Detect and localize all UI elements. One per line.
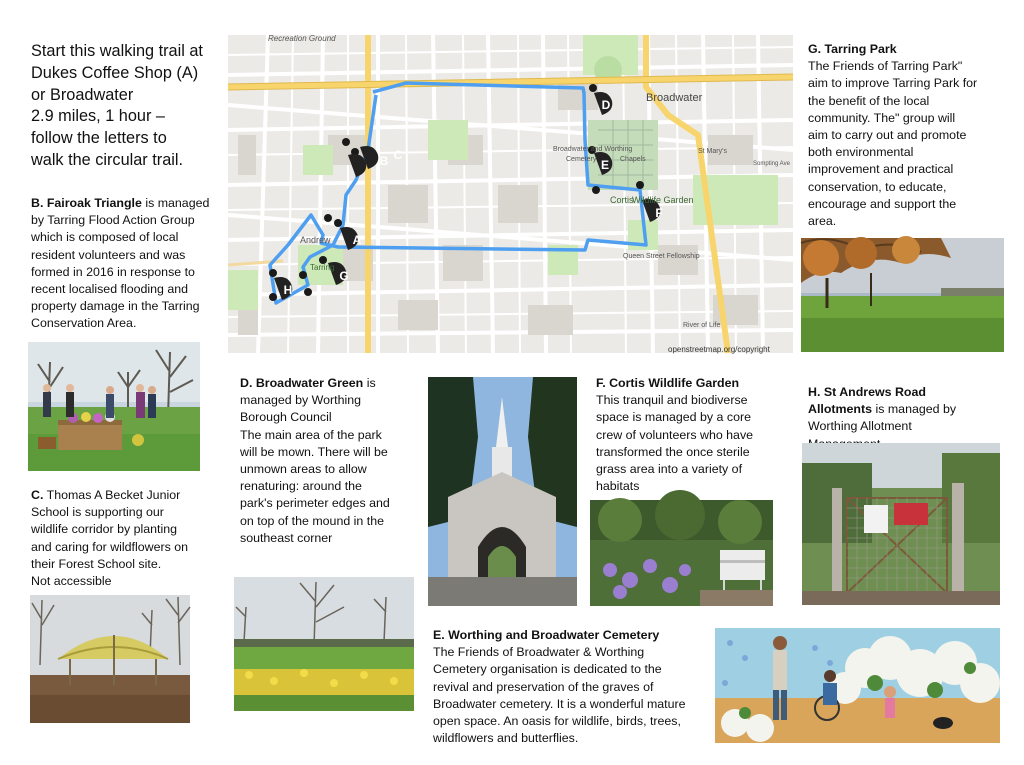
fairoak-text: Conservation Area. (31, 316, 137, 331)
map-label-cortis: Cortis (610, 195, 634, 205)
thomas-text: Not accessible (31, 574, 112, 589)
st-andrews-text: is managed by (872, 402, 957, 417)
thomas-title: C. (31, 488, 44, 502)
st-andrews-title: Allotments (808, 402, 873, 417)
broadwater-green-title: D. Broadwater Green (240, 376, 364, 390)
broadwater-green-text: will be mown. There will be (240, 444, 388, 459)
map-copyright: openstreetmap.org/copyright (668, 345, 770, 354)
map-label-broadwater: Broadwater (646, 92, 703, 104)
allotments-gate-photo (802, 443, 1000, 605)
tarring-text: improvement and practical (808, 162, 954, 177)
cortis-text: transformed the once sterile (596, 444, 750, 459)
marker-c: C (393, 148, 403, 162)
thomas-text: Thomas A Becket Junior (43, 488, 181, 502)
forest-school-photo (30, 595, 190, 723)
map-label-cemetery: Broadwater and Worthing (553, 146, 633, 153)
thomas-text: School is supporting our (31, 505, 164, 520)
cemetery-text: Broadwater cemetery. It is a wonderful mature (433, 696, 686, 711)
cemetery-text: open space. An oasis for wildlife, birds, trees, (433, 714, 681, 729)
cortis-text: grass area into a variety of (596, 462, 743, 477)
intro-line: 2.9 miles, 1 hour – (31, 107, 165, 126)
tarring-text: conservation, to educate, (808, 179, 947, 194)
thomas-text: their Forest School site. (31, 556, 162, 571)
tarring-text: aim to improve Tarring Park for (808, 76, 978, 91)
broadwater-green-text: renaturing: around the (240, 479, 362, 494)
tarring-text: both environmental (808, 145, 914, 160)
intro-line: walk the circular trail. (31, 150, 184, 169)
intro-text (31, 41, 231, 172)
fairoak-photo (28, 342, 200, 471)
tarring-text: aim to carry out and promote (808, 128, 967, 143)
broadwater-green-text: The main area of the park (240, 427, 382, 442)
fairoak-text: resident volunteers and was (31, 247, 186, 262)
map-label-wildlife-garden: Wildlife Garden (632, 195, 694, 205)
tarring-title: G. Tarring Park (808, 42, 897, 56)
cemetery-text: revival and preservation of the graves of (433, 679, 654, 694)
marker-f: F (655, 206, 663, 220)
marker-a: A (352, 233, 362, 247)
illustration-people (715, 628, 1000, 743)
cortis-text: habitats (596, 479, 640, 494)
st-andrews-text: Worthing Allotment (808, 419, 912, 434)
map-label-chapels: Chapels (620, 156, 646, 163)
broadwater-green-text: is (363, 376, 376, 390)
tarring-text: The Friends of Tarring Park" (808, 59, 963, 74)
broadwater-green-text: southeast corner (240, 530, 333, 545)
broadwater-green-section (240, 375, 420, 547)
tarring-text: the benefit of the local (808, 93, 930, 108)
cortis-text: crew of volunteers who have (596, 427, 754, 442)
marker-e: E (600, 158, 610, 172)
cemetery-title: E. Worthing and Broadwater Cemetery (433, 628, 660, 642)
intro-line: or Broadwater (31, 85, 134, 104)
fairoak-text: is managed (141, 196, 210, 210)
intro-line: Start this walking trail at (31, 42, 203, 60)
map-label-recreation: Recreation Ground (268, 34, 336, 43)
broadwater-green-text: unmown areas to allow (240, 462, 367, 477)
marker-h: H (283, 283, 293, 297)
intro-line: follow the letters to (31, 129, 167, 148)
cemetery-section (433, 627, 723, 747)
st-andrews-title: H. St Andrews Road (808, 385, 926, 399)
fairoak-text: by Tarring Flood Action Group (31, 213, 195, 228)
tarring-park-photo (801, 238, 1004, 352)
broadwater-green-text: managed by Worthing (240, 393, 361, 408)
marker-g: G (339, 269, 349, 283)
cortis-text: space is managed by a core (596, 410, 751, 425)
cemetery-text: Cemetery organisation is dedicated to the (433, 662, 662, 677)
tarring-text: community. The" group will (808, 110, 956, 125)
cortis-section (596, 375, 786, 495)
fairoak-text: formed in 2016 in response to (31, 264, 195, 279)
fairoak-text: which is composed of local (31, 230, 179, 245)
thomas-text: wildlife corridor by planting (31, 522, 178, 537)
map-label-queen-street: Queen Street Fellowship (623, 253, 700, 260)
fairoak-section (31, 195, 231, 333)
map-label-sompting: Sompting Ave (753, 161, 790, 167)
map-label-cemetery: Cemetery (566, 156, 597, 163)
cemetery-text: wildflowers and butterflies. (433, 731, 579, 746)
map-label-st-marys: St Mary's (698, 148, 727, 155)
thomas-section (31, 487, 231, 590)
intro-line: Dukes Coffee Shop (A) (31, 63, 199, 82)
fairoak-title: B. Fairoak Triangle (31, 196, 142, 210)
marker-d: D (601, 98, 611, 112)
tarring-text: encourage and support the (808, 196, 957, 211)
thomas-text: and caring for wildflowers on (31, 539, 189, 554)
cortis-text: This tranquil and biodiverse (596, 393, 748, 408)
broadwater-green-text: park's perimeter edges and (240, 496, 390, 511)
map-label-river-of-life: River of Life (683, 322, 721, 329)
cortis-garden-photo (590, 500, 773, 606)
st-andrews-section (808, 384, 1008, 442)
marker-b: B (379, 154, 389, 168)
broadwater-green-text: Borough Council (240, 410, 332, 425)
trail-map[interactable] (228, 35, 793, 353)
cemetery-text: The Friends of Broadwater & Worthing (433, 645, 645, 660)
tarring-section (808, 41, 1008, 230)
broadwater-green-text: on top of the mound in the (240, 513, 384, 528)
map-label-andrew: Andrew (300, 235, 331, 245)
cemetery-chapel-photo (428, 377, 577, 606)
tarring-text: area. (808, 214, 837, 229)
broadwater-green-photo (234, 577, 414, 711)
map-label-tarring: Tarring (310, 263, 335, 272)
cortis-title: F. Cortis Wildlife Garden (596, 376, 740, 390)
fairoak-text: recent localised flooding and (31, 282, 189, 297)
fairoak-text: property damage in the Tarring (31, 299, 200, 314)
